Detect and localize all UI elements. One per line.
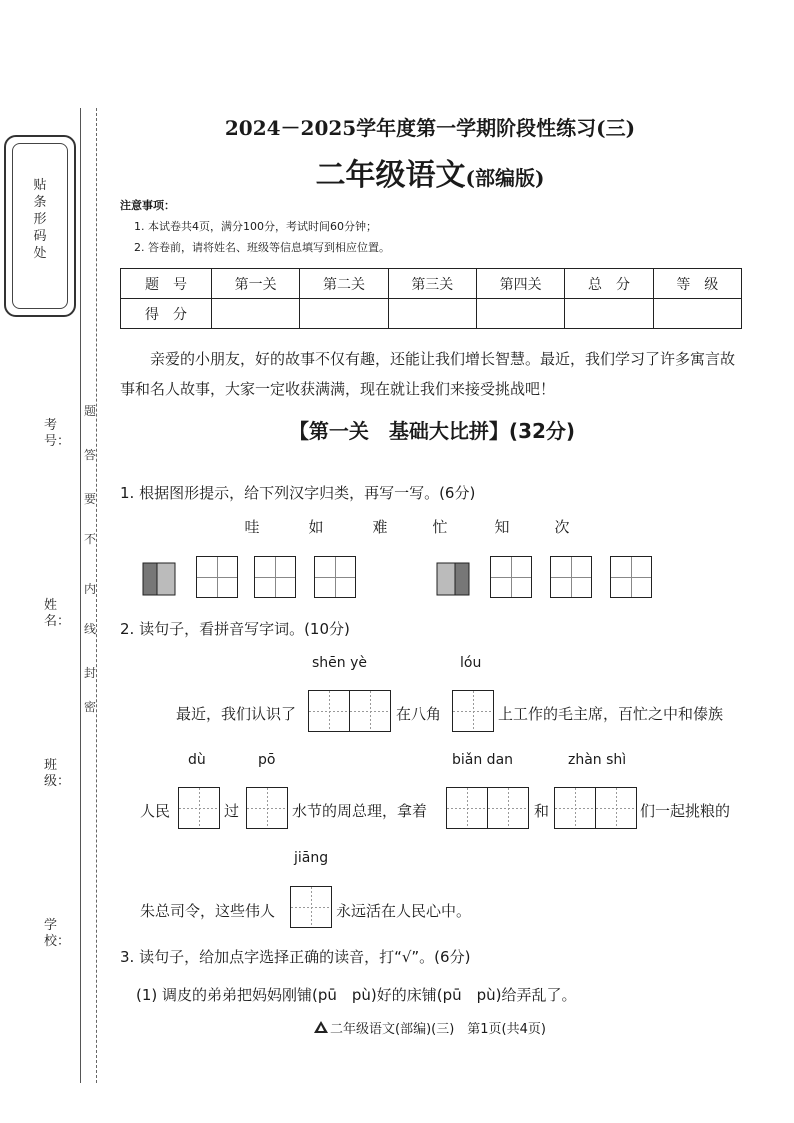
publisher-logo-icon — [314, 1021, 328, 1033]
table-cell: 总 分 — [565, 269, 653, 299]
writing-grid[interactable] — [308, 690, 350, 732]
question-2-prompt: 2. 读句子，看拼音写字词。(10分) — [120, 620, 350, 638]
seal-char: 不 — [83, 532, 96, 546]
exam-number-label: 考号： — [44, 418, 71, 449]
section-title: 【第一关 基础大比拼】(32分) — [288, 419, 576, 443]
writing-grid[interactable] — [550, 556, 592, 598]
table-cell: 第一关 — [212, 269, 300, 299]
subject-name: 二年级语文 — [315, 158, 466, 193]
left-right-structure-icon — [436, 562, 470, 596]
seal-char: 线 — [83, 622, 96, 636]
question-3-prompt: 3. 读句子，给加点字选择正确的读音，打“√”。(6分) — [120, 948, 471, 966]
writing-grid[interactable] — [314, 556, 356, 598]
sentence-text: 在八角 — [396, 705, 442, 723]
note-item: 1. 本试卷共4页，满分100分，考试时间60分钟； — [134, 220, 377, 233]
writing-grid[interactable] — [178, 787, 220, 829]
pinyin-label: pō — [258, 752, 276, 768]
char-item: 难 — [372, 518, 388, 536]
score-input-cell[interactable] — [653, 299, 741, 329]
sentence-text: 们一起挑粮的 — [640, 802, 731, 820]
score-input-cell[interactable] — [388, 299, 476, 329]
name-field[interactable] — [44, 598, 74, 630]
page-footer — [200, 1018, 660, 1037]
exam-number-field[interactable] — [44, 418, 74, 450]
score-input-cell[interactable] — [212, 299, 300, 329]
subject-title — [160, 150, 700, 194]
school-field[interactable] — [44, 918, 74, 950]
sentence-text: 最近，我们认识了 — [176, 705, 297, 723]
sentence-text: 人民 — [140, 802, 171, 820]
writing-grid[interactable] — [487, 787, 529, 829]
school-label: 学校： — [44, 918, 71, 949]
writing-grid[interactable] — [446, 787, 488, 829]
table-cell: 第二关 — [300, 269, 388, 299]
question-3-item-1: (1) 调皮的弟弟把妈妈刚铺(pū pù)好的床铺(pū pù)给弄乱了。 — [136, 986, 577, 1004]
exam-title: 2024－2025学年度第一学期阶段性练习(三) — [224, 116, 636, 140]
table-cell: 第三关 — [388, 269, 476, 299]
intro-paragraph: 亲爱的小朋友，好的故事不仅有趣，还能让我们增长智慧。最近，我们学习了许多寓言故事和名人故事，大家一定收获满满，现在就让我们来接受挑战吧！ — [120, 350, 736, 398]
table-cell: 得 分 — [121, 299, 212, 329]
char-item: 哇 — [244, 518, 260, 536]
pinyin-label: shēn yè — [312, 655, 368, 671]
table-cell: 等 级 — [653, 269, 741, 299]
char-item: 如 — [308, 518, 324, 536]
class-label: 班级： — [44, 758, 71, 789]
writing-grid[interactable] — [595, 787, 637, 829]
class-field[interactable] — [44, 758, 74, 790]
seal-char: 内 — [83, 582, 96, 596]
char-item: 次 — [554, 518, 570, 536]
writing-grid[interactable] — [490, 556, 532, 598]
notes-title: 注意事项： — [120, 199, 175, 212]
sentence-text: 朱总司令，这些伟人 — [140, 902, 276, 920]
left-right-structure-icon — [142, 562, 176, 596]
writing-grid[interactable] — [290, 886, 332, 928]
footer-text: 二年级语文(部编)(三) 第1页(共4页) — [330, 1022, 546, 1037]
barcode-area — [4, 135, 76, 317]
writing-grid[interactable] — [452, 690, 494, 732]
question-1-prompt: 1. 根据图形提示，给下列汉字归类，再写一写。(6分) — [120, 484, 476, 502]
pinyin-label: biǎn dan — [452, 752, 514, 768]
seal-char: 要 — [83, 492, 96, 506]
pinyin-label: jiāng — [294, 850, 329, 866]
edition-label: (部编版) — [465, 166, 545, 190]
sentence-text: 和 — [534, 802, 550, 820]
note-item: 2. 答卷前，请将姓名、班级等信息填写到相应位置。 — [134, 241, 390, 254]
sentence-text: 上工作的毛主席，百忙之中和傣族 — [498, 705, 724, 723]
char-item: 知 — [494, 518, 510, 536]
pinyin-label: dù — [188, 752, 206, 768]
pinyin-label: lóu — [460, 655, 482, 671]
sentence-text: 永远活在人民心中。 — [336, 902, 472, 920]
writing-grid[interactable] — [254, 556, 296, 598]
sentence-text: 过 — [224, 802, 240, 820]
seal-char: 封 — [83, 666, 96, 680]
barcode-label: 贴条形码处 — [33, 178, 47, 261]
notes-block — [120, 195, 390, 258]
score-input-cell[interactable] — [565, 299, 653, 329]
score-input-cell[interactable] — [476, 299, 564, 329]
writing-grid[interactable] — [554, 787, 596, 829]
name-label: 姓名： — [44, 598, 71, 629]
table-row — [121, 269, 742, 299]
char-item: 忙 — [432, 518, 448, 536]
writing-grid[interactable] — [196, 556, 238, 598]
writing-grid[interactable] — [349, 690, 391, 732]
seal-char: 题 — [83, 404, 96, 418]
table-cell: 第四关 — [476, 269, 564, 299]
seal-char: 答 — [83, 448, 96, 462]
writing-grid[interactable] — [246, 787, 288, 829]
score-table — [120, 268, 742, 329]
sentence-text: 水节的周总理，拿着 — [292, 802, 428, 820]
score-input-cell[interactable] — [300, 299, 388, 329]
binding-line — [80, 108, 81, 1083]
seal-char: 密 — [83, 700, 96, 714]
writing-grid[interactable] — [610, 556, 652, 598]
table-row — [121, 299, 742, 329]
pinyin-label: zhàn shì — [568, 752, 627, 768]
table-cell: 题 号 — [121, 269, 212, 299]
